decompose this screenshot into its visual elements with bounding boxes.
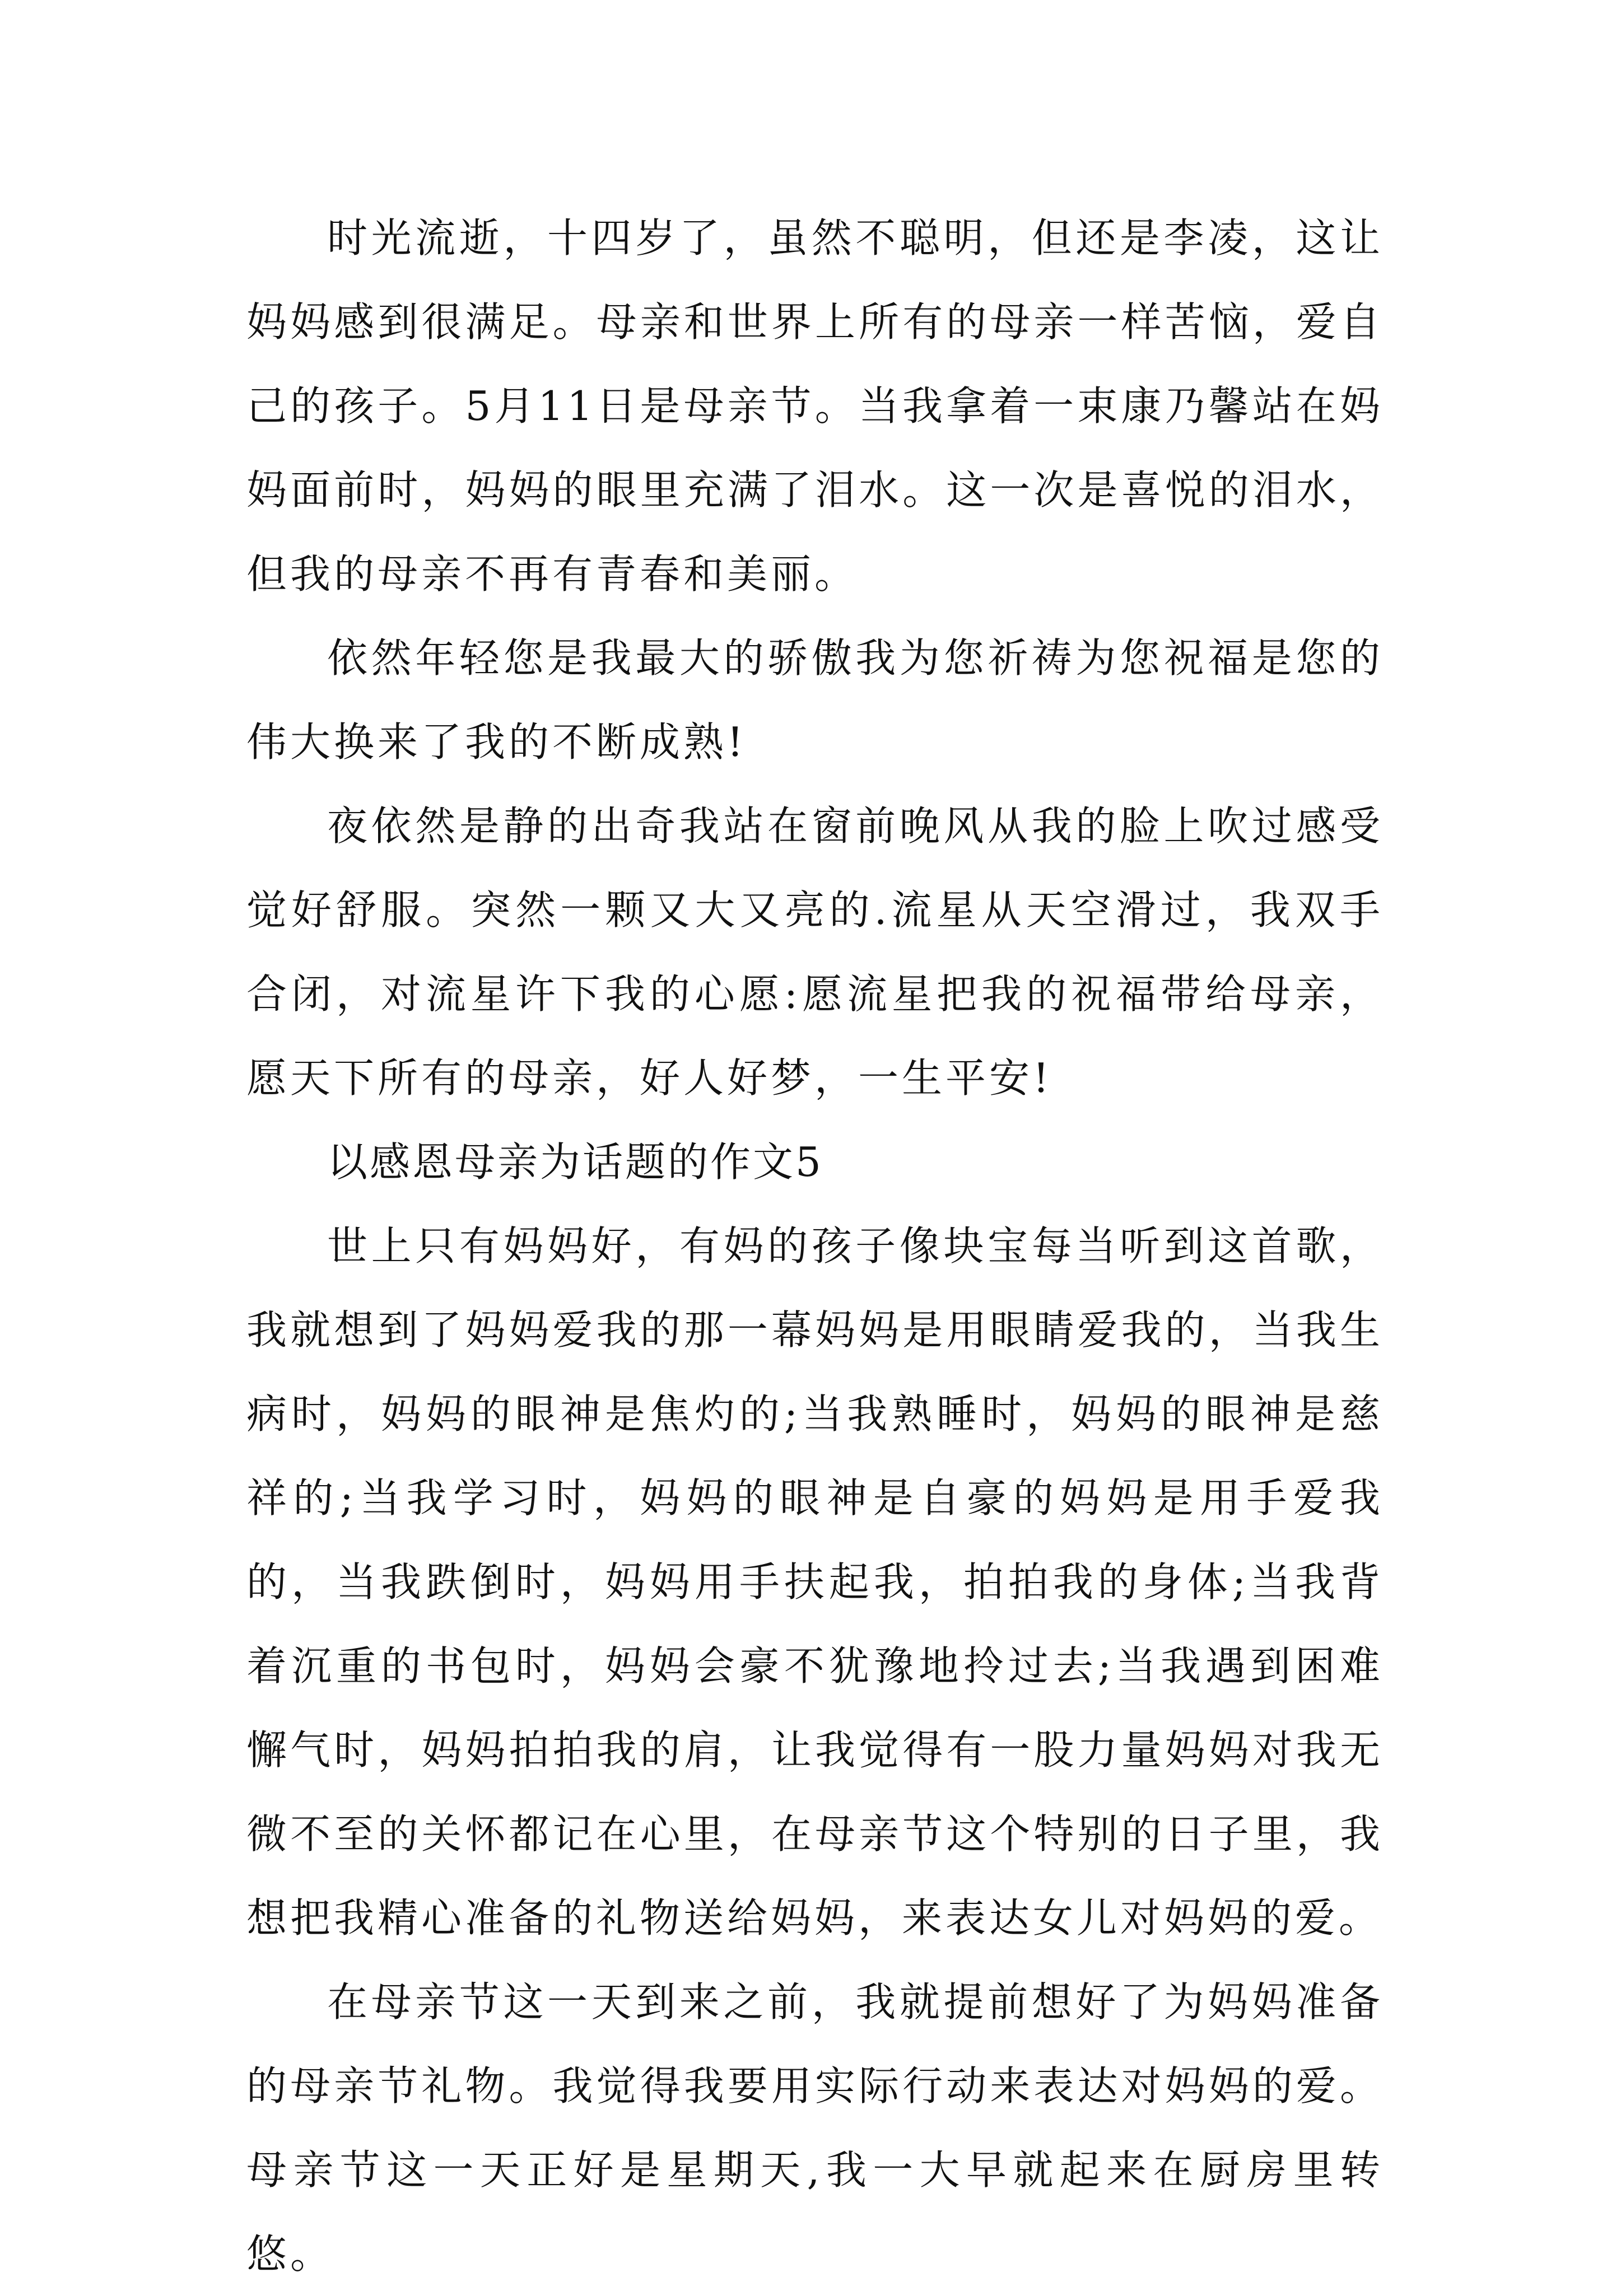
paragraph-2: 依然年轻您是我最大的骄傲我为您祈祷为您祝福是您的伟大换来了我的不断成熟!: [246, 634, 1384, 766]
paragraph-5: 在母亲节这一天到来之前，我就提前想好了为妈妈准备的母亲节礼物。我觉得我要用实际行动来表达对妈妈的爱。母亲节这一天正好是星期天,我一大早就起来在厨房里转悠。: [246, 1978, 1384, 2278]
paragraph-4: 世上只有妈妈好，有妈的孩子像块宝每当听到这首歌，我就想到了妈妈爱我的那一幕妈妈是用眼睛爱我的，当我生病时，妈妈的眼神是焦灼的;当我熟睡时，妈妈的眼神是慈祥的;当我学习时，妈妈的眼神是自豪的妈妈是用手爱我的，当我跌倒时，妈妈用手扶起我，拍拍我的身体;当我背着沉重的书包时，妈妈会豪不犹豫地拎过去;当我遇到困难懈气时，妈妈拍拍我的肩，让我觉得有一股力量妈妈对我无微不至的关怀都记在心里，在母亲节这个特别的日子里，我想把我精心准备的礼物送给妈妈，来表达女儿对妈妈的爱。: [246, 1222, 1384, 1942]
paragraph-1: 时光流逝，十四岁了，虽然不聪明，但还是李凌，这让妈妈感到很满足。母亲和世界上所有的母亲一样苦恼，爱自己的孩子。5月11日是母亲节。当我拿着一束康乃馨站在妈妈面前时，妈妈的眼里充满了泪水。这一次是喜悦的泪水，但我的母亲不再有青春和美丽。: [246, 214, 1384, 598]
paragraph-3: 夜依然是静的出奇我站在窗前晚风从我的脸上吹过感受觉好舒服。突然一颗又大又亮的.流星从天空滑过，我双手合闭，对流星许下我的心愿:愿流星把我的祝福带给母亲，愿天下所有的母亲，好人好梦，一生平安!: [246, 802, 1384, 1102]
section-heading: 以感恩母亲为话题的作文5: [327, 1138, 823, 1186]
document-page: [246, 196, 1384, 2296]
